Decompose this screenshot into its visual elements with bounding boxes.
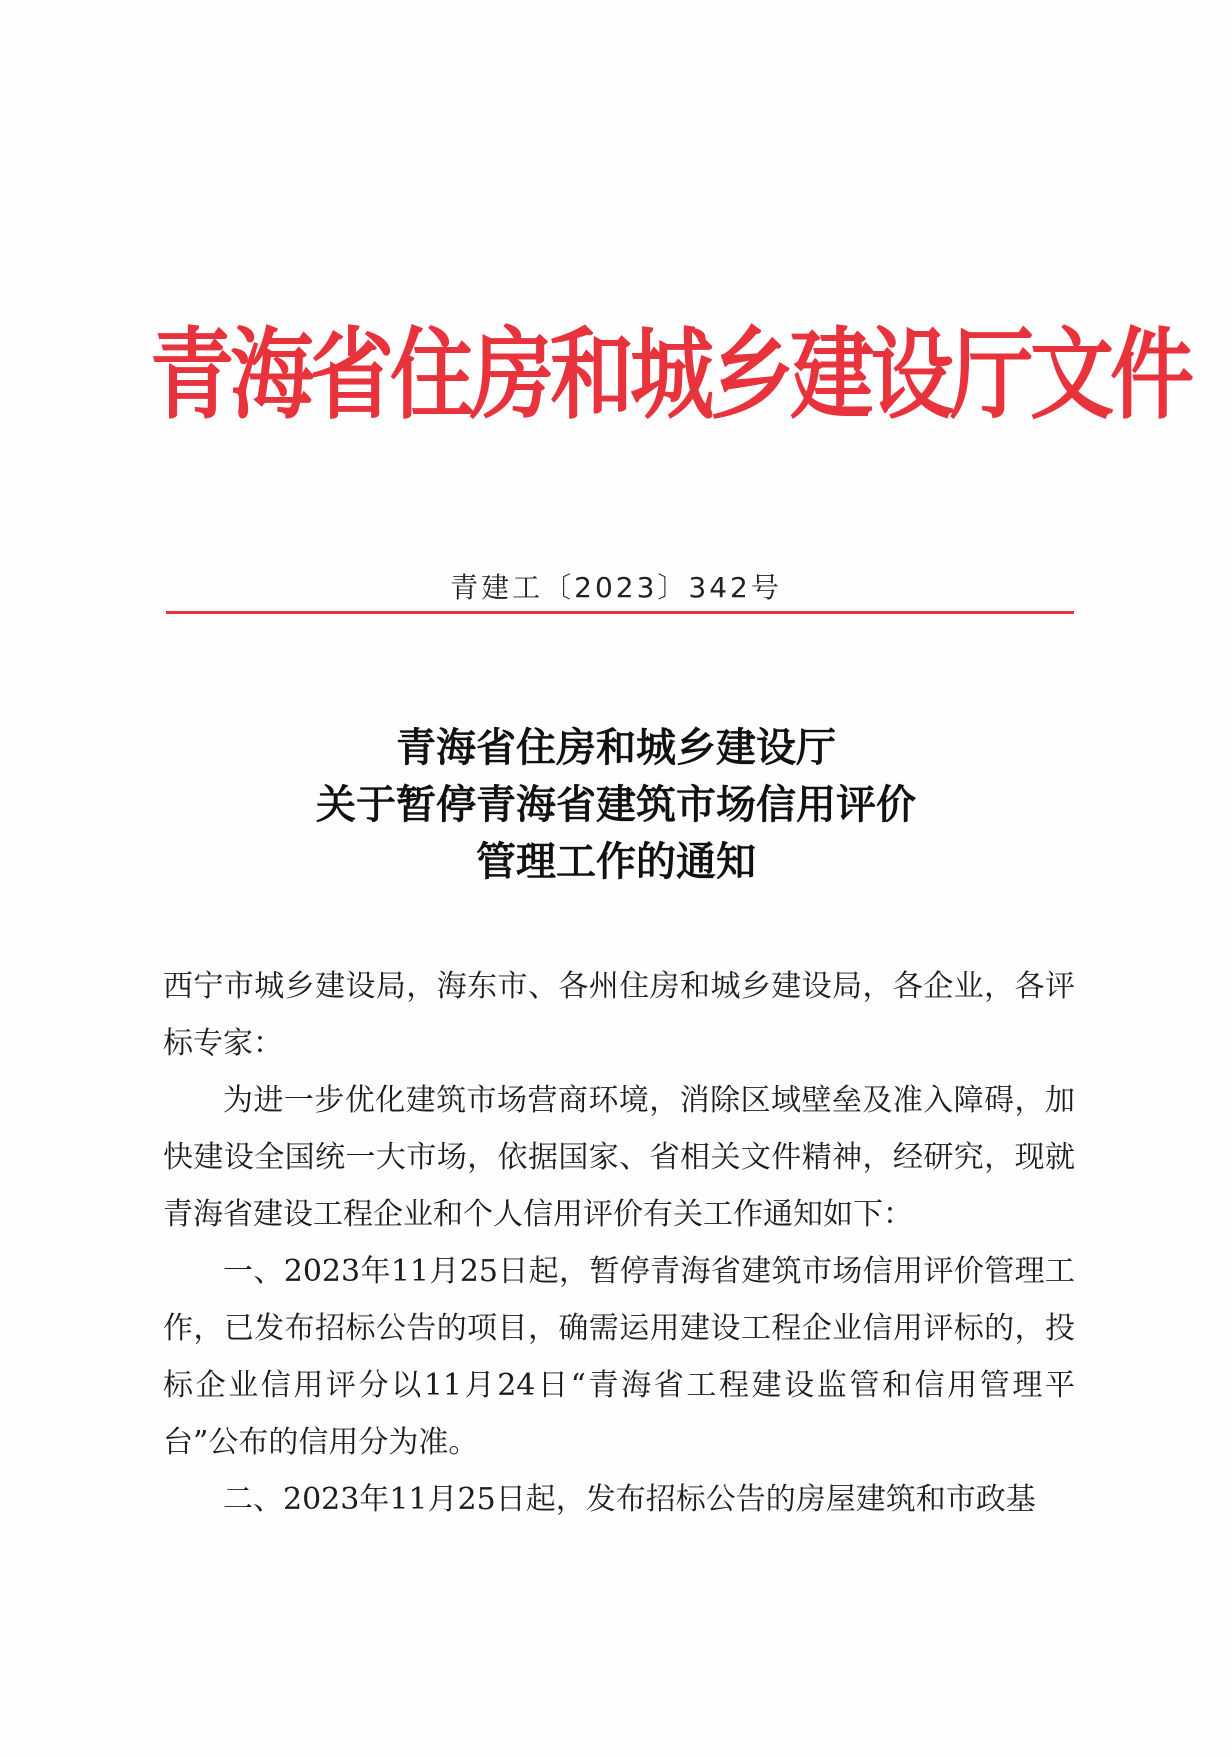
paragraph-item-2: 二、2023年11月25日起，发布招标公告的房屋建筑和市政基	[223, 1482, 1036, 1517]
title-line-1: 青海省住房和城乡建设厅	[396, 725, 836, 771]
document-number: 青建工〔2023〕342号	[450, 571, 782, 604]
title-line-2: 关于暂停青海省建筑市场信用评价	[316, 782, 916, 828]
notice-title	[0, 720, 1232, 891]
notice-body	[163, 958, 1075, 1528]
paragraph-item-1: 一、2023年11月25日起，暂停青海省建筑市场信用评价管理工作，已发布招标公告的项目，确需运用建设工程企业信用评标的，投标企业信用评分以11月24日“青海省工程建设监管和信用管理平台”公布的信用分为准。	[163, 1254, 1075, 1460]
title-line-3: 管理工作的通知	[476, 839, 756, 885]
addressees: 西宁市城乡建设局，海东市、各州住房和城乡建设局，各企业，各评标专家：	[163, 969, 1075, 1061]
red-divider-line	[166, 611, 1074, 614]
paragraph-intro: 为进一步优化建筑市场营商环境，消除区域壁垒及准入障碍，加快建设全国统一大市场，依据国家、省相关文件精神，经研究，现就青海省建设工程企业和个人信用评价有关工作通知如下：	[163, 1083, 1075, 1232]
masthead-title: 青海省住房和城乡建设厅文件	[150, 316, 1191, 433]
